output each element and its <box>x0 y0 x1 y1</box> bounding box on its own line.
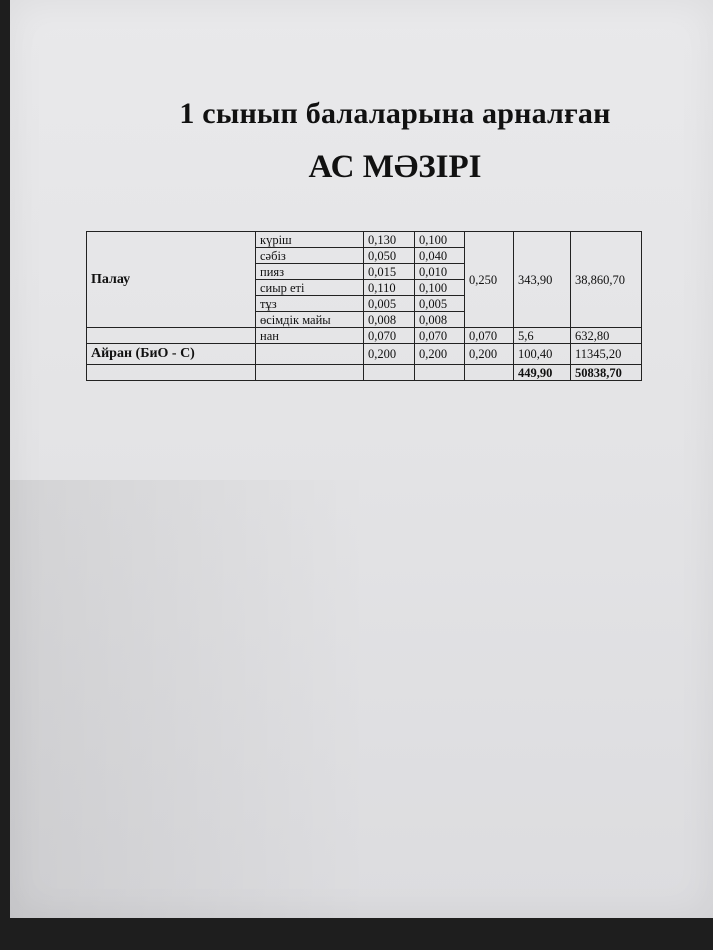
empty-cell <box>465 365 514 381</box>
ingredient-name-bread: нан <box>256 328 364 344</box>
gross-weight: 0,050 <box>364 248 415 264</box>
empty-cell <box>87 328 256 344</box>
gross-weight: 0,005 <box>364 296 415 312</box>
net-weight: 0,040 <box>415 248 465 264</box>
portion-output: 0,200 <box>465 344 514 365</box>
gross-weight: 0,070 <box>364 328 415 344</box>
ingredient-name: тұз <box>256 296 364 312</box>
portion-output: 0,250 <box>465 232 514 328</box>
table-row <box>87 328 642 344</box>
empty-cell <box>256 365 364 381</box>
paper-sheet <box>10 0 713 918</box>
empty-cell <box>364 365 415 381</box>
net-weight: 0,070 <box>415 328 465 344</box>
net-weight: 0,005 <box>415 296 465 312</box>
gross-weight: 0,008 <box>364 312 415 328</box>
page-title: 1 сынып балаларына арналған <box>179 97 611 130</box>
table-row <box>87 232 642 248</box>
gross-weight: 0,130 <box>364 232 415 248</box>
ingredient-name: күріш <box>256 232 364 248</box>
net-weight: 0,010 <box>415 264 465 280</box>
ingredient-name: өсімдік майы <box>256 312 364 328</box>
menu-table <box>86 231 642 381</box>
net-weight: 0,100 <box>415 280 465 296</box>
sum: 11345,20 <box>571 344 642 365</box>
total-sum: 50838,70 <box>571 365 642 381</box>
empty-cell <box>256 344 364 365</box>
gross-weight: 0,200 <box>364 344 415 365</box>
sum: 38,860,70 <box>571 232 642 328</box>
page-subtitle: АС МӘЗІРІ <box>308 149 482 185</box>
net-weight: 0,100 <box>415 232 465 248</box>
net-weight: 0,200 <box>415 344 465 365</box>
portion-output: 0,070 <box>465 328 514 344</box>
gross-weight: 0,015 <box>364 264 415 280</box>
table-row-total <box>87 365 642 381</box>
gross-weight: 0,110 <box>364 280 415 296</box>
ingredient-name: сиыр еті <box>256 280 364 296</box>
ingredient-name: сәбіз <box>256 248 364 264</box>
table-row <box>87 344 642 365</box>
total-price: 449,90 <box>514 365 571 381</box>
sum: 632,80 <box>571 328 642 344</box>
price: 5,6 <box>514 328 571 344</box>
empty-cell <box>87 365 256 381</box>
price: 100,40 <box>514 344 571 365</box>
dish-name-palau: Палау <box>87 232 256 328</box>
ingredient-name: пияз <box>256 264 364 280</box>
price: 343,90 <box>514 232 571 328</box>
net-weight: 0,008 <box>415 312 465 328</box>
dish-name-ayran: Айран (БиО - С) <box>87 344 256 365</box>
empty-cell <box>415 365 465 381</box>
